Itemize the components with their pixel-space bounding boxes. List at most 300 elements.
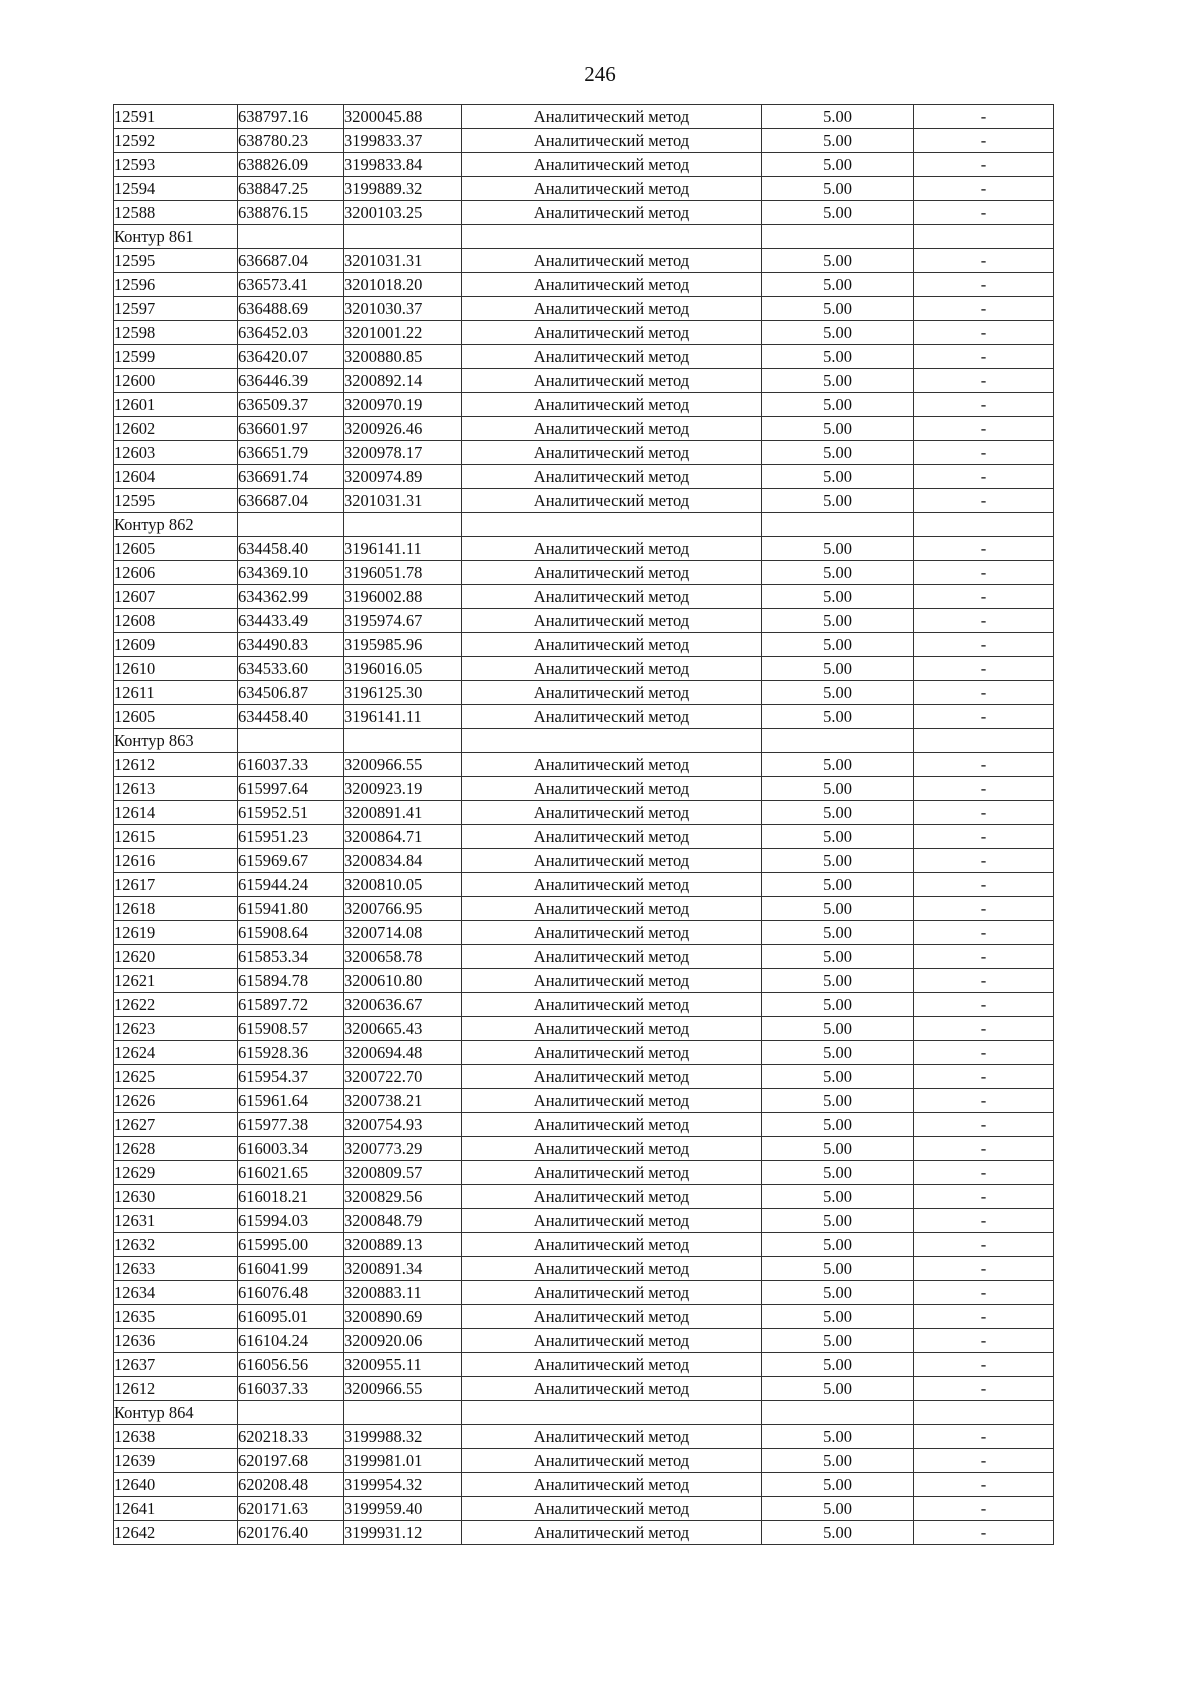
accuracy-cell: 5.00 bbox=[762, 633, 914, 657]
coord-y: 3200923.19 bbox=[344, 777, 462, 801]
note-cell: - bbox=[914, 537, 1054, 561]
coord-x: 636509.37 bbox=[238, 393, 344, 417]
point-number: 12610 bbox=[114, 657, 238, 681]
empty-cell bbox=[762, 729, 914, 753]
note-cell: - bbox=[914, 129, 1054, 153]
method-cell: Аналитический метод bbox=[462, 273, 762, 297]
coord-x: 616076.48 bbox=[238, 1281, 344, 1305]
accuracy-cell: 5.00 bbox=[762, 1473, 914, 1497]
table-row bbox=[114, 945, 1054, 969]
coord-x: 636601.97 bbox=[238, 417, 344, 441]
method-cell: Аналитический метод bbox=[462, 489, 762, 513]
accuracy-cell: 5.00 bbox=[762, 345, 914, 369]
accuracy-cell: 5.00 bbox=[762, 369, 914, 393]
table-row bbox=[114, 1425, 1054, 1449]
empty-cell bbox=[914, 513, 1054, 537]
coord-x: 634433.49 bbox=[238, 609, 344, 633]
method-cell: Аналитический метод bbox=[462, 1257, 762, 1281]
accuracy-cell: 5.00 bbox=[762, 585, 914, 609]
table-row bbox=[114, 849, 1054, 873]
coord-x: 636446.39 bbox=[238, 369, 344, 393]
accuracy-cell: 5.00 bbox=[762, 945, 914, 969]
coord-x: 636687.04 bbox=[238, 489, 344, 513]
empty-cell bbox=[762, 1401, 914, 1425]
point-number: 12641 bbox=[114, 1497, 238, 1521]
empty-cell bbox=[344, 729, 462, 753]
accuracy-cell: 5.00 bbox=[762, 1329, 914, 1353]
method-cell: Аналитический метод bbox=[462, 945, 762, 969]
accuracy-cell: 5.00 bbox=[762, 777, 914, 801]
coord-x: 636573.41 bbox=[238, 273, 344, 297]
empty-cell bbox=[914, 729, 1054, 753]
table-row bbox=[114, 897, 1054, 921]
accuracy-cell: 5.00 bbox=[762, 801, 914, 825]
coord-y: 3200714.08 bbox=[344, 921, 462, 945]
note-cell: - bbox=[914, 489, 1054, 513]
coord-y: 3196002.88 bbox=[344, 585, 462, 609]
coord-y: 3199954.32 bbox=[344, 1473, 462, 1497]
accuracy-cell: 5.00 bbox=[762, 849, 914, 873]
coord-x: 634506.87 bbox=[238, 681, 344, 705]
coord-x: 620197.68 bbox=[238, 1449, 344, 1473]
coord-y: 3201031.31 bbox=[344, 249, 462, 273]
coord-x: 638876.15 bbox=[238, 201, 344, 225]
accuracy-cell: 5.00 bbox=[762, 1161, 914, 1185]
point-number: 12608 bbox=[114, 609, 238, 633]
table-row bbox=[114, 1185, 1054, 1209]
coord-y: 3199981.01 bbox=[344, 1449, 462, 1473]
table-row bbox=[114, 1233, 1054, 1257]
table-row bbox=[114, 369, 1054, 393]
coord-y: 3200883.11 bbox=[344, 1281, 462, 1305]
coord-y: 3196016.05 bbox=[344, 657, 462, 681]
method-cell: Аналитический метод bbox=[462, 1209, 762, 1233]
table-row bbox=[114, 969, 1054, 993]
note-cell: - bbox=[914, 681, 1054, 705]
method-cell: Аналитический метод bbox=[462, 561, 762, 585]
note-cell: - bbox=[914, 1065, 1054, 1089]
point-number: 12605 bbox=[114, 705, 238, 729]
accuracy-cell: 5.00 bbox=[762, 1137, 914, 1161]
point-number: 12628 bbox=[114, 1137, 238, 1161]
empty-cell bbox=[462, 513, 762, 537]
note-cell: - bbox=[914, 1233, 1054, 1257]
coord-x: 615951.23 bbox=[238, 825, 344, 849]
coord-x: 615952.51 bbox=[238, 801, 344, 825]
accuracy-cell: 5.00 bbox=[762, 1377, 914, 1401]
point-number: 12595 bbox=[114, 249, 238, 273]
coord-y: 3200665.43 bbox=[344, 1017, 462, 1041]
accuracy-cell: 5.00 bbox=[762, 825, 914, 849]
point-number: 12633 bbox=[114, 1257, 238, 1281]
note-cell: - bbox=[914, 777, 1054, 801]
accuracy-cell: 5.00 bbox=[762, 1305, 914, 1329]
coord-y: 3200773.29 bbox=[344, 1137, 462, 1161]
method-cell: Аналитический метод bbox=[462, 1377, 762, 1401]
coord-x: 620176.40 bbox=[238, 1521, 344, 1545]
coord-y: 3195974.67 bbox=[344, 609, 462, 633]
coord-x: 615977.38 bbox=[238, 1113, 344, 1137]
coord-x: 636420.07 bbox=[238, 345, 344, 369]
note-cell: - bbox=[914, 801, 1054, 825]
coord-y: 3200920.06 bbox=[344, 1329, 462, 1353]
coord-x: 615853.34 bbox=[238, 945, 344, 969]
empty-cell bbox=[462, 729, 762, 753]
point-number: 12638 bbox=[114, 1425, 238, 1449]
method-cell: Аналитический метод bbox=[462, 537, 762, 561]
accuracy-cell: 5.00 bbox=[762, 465, 914, 489]
empty-cell bbox=[462, 225, 762, 249]
coord-y: 3200966.55 bbox=[344, 1377, 462, 1401]
table-row bbox=[114, 177, 1054, 201]
coord-y: 3200892.14 bbox=[344, 369, 462, 393]
method-cell: Аналитический метод bbox=[462, 249, 762, 273]
note-cell: - bbox=[914, 849, 1054, 873]
accuracy-cell: 5.00 bbox=[762, 705, 914, 729]
note-cell: - bbox=[914, 177, 1054, 201]
method-cell: Аналитический метод bbox=[462, 417, 762, 441]
method-cell: Аналитический метод bbox=[462, 1497, 762, 1521]
table-row bbox=[114, 585, 1054, 609]
empty-cell bbox=[344, 513, 462, 537]
coord-y: 3200636.67 bbox=[344, 993, 462, 1017]
note-cell: - bbox=[914, 417, 1054, 441]
coord-x: 620218.33 bbox=[238, 1425, 344, 1449]
coord-x: 616095.01 bbox=[238, 1305, 344, 1329]
table-row bbox=[114, 921, 1054, 945]
table-row bbox=[114, 465, 1054, 489]
table-row bbox=[114, 489, 1054, 513]
table-row bbox=[114, 801, 1054, 825]
table-row bbox=[114, 153, 1054, 177]
point-number: 12636 bbox=[114, 1329, 238, 1353]
coord-y: 3200864.71 bbox=[344, 825, 462, 849]
coord-y: 3199931.12 bbox=[344, 1521, 462, 1545]
note-cell: - bbox=[914, 921, 1054, 945]
table-row bbox=[114, 825, 1054, 849]
method-cell: Аналитический метод bbox=[462, 1353, 762, 1377]
method-cell: Аналитический метод bbox=[462, 753, 762, 777]
point-number: 12601 bbox=[114, 393, 238, 417]
point-number: 12629 bbox=[114, 1161, 238, 1185]
method-cell: Аналитический метод bbox=[462, 657, 762, 681]
table-row bbox=[114, 105, 1054, 129]
coord-y: 3200880.85 bbox=[344, 345, 462, 369]
point-number: 12625 bbox=[114, 1065, 238, 1089]
coord-x: 634533.60 bbox=[238, 657, 344, 681]
table-row bbox=[114, 1161, 1054, 1185]
point-number: 12634 bbox=[114, 1281, 238, 1305]
table-row bbox=[114, 1353, 1054, 1377]
note-cell: - bbox=[914, 585, 1054, 609]
method-cell: Аналитический метод bbox=[462, 465, 762, 489]
note-cell: - bbox=[914, 249, 1054, 273]
point-number: 12611 bbox=[114, 681, 238, 705]
coord-y: 3201001.22 bbox=[344, 321, 462, 345]
coord-x: 615944.24 bbox=[238, 873, 344, 897]
point-number: 12596 bbox=[114, 273, 238, 297]
point-number: 12592 bbox=[114, 129, 238, 153]
method-cell: Аналитический метод bbox=[462, 681, 762, 705]
note-cell: - bbox=[914, 1161, 1054, 1185]
method-cell: Аналитический метод bbox=[462, 1329, 762, 1353]
coord-x: 615897.72 bbox=[238, 993, 344, 1017]
coord-y: 3200809.57 bbox=[344, 1161, 462, 1185]
table-row bbox=[114, 777, 1054, 801]
method-cell: Аналитический метод bbox=[462, 1473, 762, 1497]
table-row bbox=[114, 441, 1054, 465]
table-row bbox=[114, 873, 1054, 897]
method-cell: Аналитический метод bbox=[462, 873, 762, 897]
accuracy-cell: 5.00 bbox=[762, 249, 914, 273]
point-number: 12624 bbox=[114, 1041, 238, 1065]
coord-y: 3196141.11 bbox=[344, 705, 462, 729]
table-row bbox=[114, 321, 1054, 345]
method-cell: Аналитический метод bbox=[462, 369, 762, 393]
accuracy-cell: 5.00 bbox=[762, 1425, 914, 1449]
table-row bbox=[114, 1329, 1054, 1353]
coord-x: 615894.78 bbox=[238, 969, 344, 993]
point-number: 12599 bbox=[114, 345, 238, 369]
coord-x: 616018.21 bbox=[238, 1185, 344, 1209]
coord-y: 3200658.78 bbox=[344, 945, 462, 969]
contour-title: Контур 863 bbox=[114, 729, 238, 753]
note-cell: - bbox=[914, 1209, 1054, 1233]
accuracy-cell: 5.00 bbox=[762, 441, 914, 465]
coord-x: 615995.00 bbox=[238, 1233, 344, 1257]
point-number: 12605 bbox=[114, 537, 238, 561]
contour-title: Контур 861 bbox=[114, 225, 238, 249]
method-cell: Аналитический метод bbox=[462, 1113, 762, 1137]
coord-y: 3196051.78 bbox=[344, 561, 462, 585]
note-cell: - bbox=[914, 873, 1054, 897]
method-cell: Аналитический метод bbox=[462, 1233, 762, 1257]
note-cell: - bbox=[914, 633, 1054, 657]
note-cell: - bbox=[914, 273, 1054, 297]
note-cell: - bbox=[914, 1521, 1054, 1545]
method-cell: Аналитический метод bbox=[462, 1041, 762, 1065]
note-cell: - bbox=[914, 465, 1054, 489]
coord-x: 638826.09 bbox=[238, 153, 344, 177]
coord-x: 616041.99 bbox=[238, 1257, 344, 1281]
empty-cell bbox=[914, 225, 1054, 249]
coord-y: 3201030.37 bbox=[344, 297, 462, 321]
note-cell: - bbox=[914, 1377, 1054, 1401]
coord-y: 3201018.20 bbox=[344, 273, 462, 297]
table-row bbox=[114, 753, 1054, 777]
coord-y: 3200970.19 bbox=[344, 393, 462, 417]
empty-cell bbox=[462, 1401, 762, 1425]
point-number: 12619 bbox=[114, 921, 238, 945]
table-row bbox=[114, 993, 1054, 1017]
coord-x: 616037.33 bbox=[238, 1377, 344, 1401]
accuracy-cell: 5.00 bbox=[762, 993, 914, 1017]
coord-x: 638797.16 bbox=[238, 105, 344, 129]
method-cell: Аналитический метод bbox=[462, 201, 762, 225]
table-row bbox=[114, 1377, 1054, 1401]
contour-header-row bbox=[114, 1401, 1054, 1425]
coord-x: 636651.79 bbox=[238, 441, 344, 465]
method-cell: Аналитический метод bbox=[462, 1281, 762, 1305]
method-cell: Аналитический метод bbox=[462, 393, 762, 417]
method-cell: Аналитический метод bbox=[462, 1137, 762, 1161]
point-number: 12612 bbox=[114, 753, 238, 777]
point-number: 12620 bbox=[114, 945, 238, 969]
table-row bbox=[114, 1521, 1054, 1545]
accuracy-cell: 5.00 bbox=[762, 681, 914, 705]
coord-y: 3200974.89 bbox=[344, 465, 462, 489]
table-row bbox=[114, 633, 1054, 657]
method-cell: Аналитический метод bbox=[462, 705, 762, 729]
coord-y: 3200045.88 bbox=[344, 105, 462, 129]
table-row bbox=[114, 1041, 1054, 1065]
accuracy-cell: 5.00 bbox=[762, 1233, 914, 1257]
table-row bbox=[114, 1257, 1054, 1281]
coord-y: 3200978.17 bbox=[344, 441, 462, 465]
method-cell: Аналитический метод bbox=[462, 297, 762, 321]
accuracy-cell: 5.00 bbox=[762, 129, 914, 153]
table-row bbox=[114, 705, 1054, 729]
coord-x: 636452.03 bbox=[238, 321, 344, 345]
accuracy-cell: 5.00 bbox=[762, 1257, 914, 1281]
note-cell: - bbox=[914, 705, 1054, 729]
coordinates-table bbox=[113, 104, 1054, 1545]
note-cell: - bbox=[914, 969, 1054, 993]
note-cell: - bbox=[914, 1281, 1054, 1305]
coord-y: 3199889.32 bbox=[344, 177, 462, 201]
coord-x: 616003.34 bbox=[238, 1137, 344, 1161]
method-cell: Аналитический метод bbox=[462, 801, 762, 825]
table-row bbox=[114, 1065, 1054, 1089]
table-row bbox=[114, 1449, 1054, 1473]
coord-y: 3200722.70 bbox=[344, 1065, 462, 1089]
method-cell: Аналитический метод bbox=[462, 969, 762, 993]
note-cell: - bbox=[914, 609, 1054, 633]
table-row bbox=[114, 1137, 1054, 1161]
page-number: 246 bbox=[584, 62, 616, 86]
table-row bbox=[114, 1305, 1054, 1329]
accuracy-cell: 5.00 bbox=[762, 897, 914, 921]
coord-x: 634458.40 bbox=[238, 537, 344, 561]
point-number: 12622 bbox=[114, 993, 238, 1017]
note-cell: - bbox=[914, 1329, 1054, 1353]
empty-cell bbox=[238, 513, 344, 537]
coord-x: 636488.69 bbox=[238, 297, 344, 321]
note-cell: - bbox=[914, 1353, 1054, 1377]
method-cell: Аналитический метод bbox=[462, 609, 762, 633]
note-cell: - bbox=[914, 1017, 1054, 1041]
table-row bbox=[114, 1209, 1054, 1233]
table-row bbox=[114, 1281, 1054, 1305]
coord-x: 615994.03 bbox=[238, 1209, 344, 1233]
empty-cell bbox=[914, 1401, 1054, 1425]
coord-x: 616037.33 bbox=[238, 753, 344, 777]
point-number: 12631 bbox=[114, 1209, 238, 1233]
coord-x: 616021.65 bbox=[238, 1161, 344, 1185]
point-number: 12635 bbox=[114, 1305, 238, 1329]
note-cell: - bbox=[914, 369, 1054, 393]
accuracy-cell: 5.00 bbox=[762, 321, 914, 345]
coord-y: 3200810.05 bbox=[344, 873, 462, 897]
point-number: 12637 bbox=[114, 1353, 238, 1377]
point-number: 12616 bbox=[114, 849, 238, 873]
coord-x: 634369.10 bbox=[238, 561, 344, 585]
coord-x: 636687.04 bbox=[238, 249, 344, 273]
coord-y: 3200891.34 bbox=[344, 1257, 462, 1281]
table-row bbox=[114, 657, 1054, 681]
note-cell: - bbox=[914, 561, 1054, 585]
note-cell: - bbox=[914, 1497, 1054, 1521]
coord-y: 3200889.13 bbox=[344, 1233, 462, 1257]
method-cell: Аналитический метод bbox=[462, 1449, 762, 1473]
table-row bbox=[114, 681, 1054, 705]
method-cell: Аналитический метод bbox=[462, 849, 762, 873]
coord-x: 615908.64 bbox=[238, 921, 344, 945]
point-number: 12632 bbox=[114, 1233, 238, 1257]
accuracy-cell: 5.00 bbox=[762, 1209, 914, 1233]
accuracy-cell: 5.00 bbox=[762, 105, 914, 129]
point-number: 12600 bbox=[114, 369, 238, 393]
contour-header-row bbox=[114, 729, 1054, 753]
point-number: 12612 bbox=[114, 1377, 238, 1401]
point-number: 12595 bbox=[114, 489, 238, 513]
method-cell: Аналитический метод bbox=[462, 1017, 762, 1041]
empty-cell bbox=[238, 729, 344, 753]
point-number: 12606 bbox=[114, 561, 238, 585]
coord-y: 3200103.25 bbox=[344, 201, 462, 225]
point-number: 12640 bbox=[114, 1473, 238, 1497]
accuracy-cell: 5.00 bbox=[762, 417, 914, 441]
accuracy-cell: 5.00 bbox=[762, 753, 914, 777]
coord-y: 3199959.40 bbox=[344, 1497, 462, 1521]
table-row bbox=[114, 417, 1054, 441]
accuracy-cell: 5.00 bbox=[762, 1017, 914, 1041]
table-row bbox=[114, 1017, 1054, 1041]
coord-y: 3201031.31 bbox=[344, 489, 462, 513]
coord-y: 3200738.21 bbox=[344, 1089, 462, 1113]
point-number: 12597 bbox=[114, 297, 238, 321]
method-cell: Аналитический метод bbox=[462, 993, 762, 1017]
note-cell: - bbox=[914, 753, 1054, 777]
table-row bbox=[114, 273, 1054, 297]
point-number: 12617 bbox=[114, 873, 238, 897]
table-row bbox=[114, 297, 1054, 321]
note-cell: - bbox=[914, 345, 1054, 369]
coord-y: 3200955.11 bbox=[344, 1353, 462, 1377]
coord-y: 3199833.37 bbox=[344, 129, 462, 153]
contour-title: Контур 862 bbox=[114, 513, 238, 537]
coord-x: 616056.56 bbox=[238, 1353, 344, 1377]
table-row bbox=[114, 201, 1054, 225]
coord-y: 3200694.48 bbox=[344, 1041, 462, 1065]
accuracy-cell: 5.00 bbox=[762, 297, 914, 321]
coord-x: 634362.99 bbox=[238, 585, 344, 609]
accuracy-cell: 5.00 bbox=[762, 1065, 914, 1089]
coord-y: 3199988.32 bbox=[344, 1425, 462, 1449]
accuracy-cell: 5.00 bbox=[762, 153, 914, 177]
empty-cell bbox=[238, 1401, 344, 1425]
accuracy-cell: 5.00 bbox=[762, 873, 914, 897]
contour-header-row bbox=[114, 513, 1054, 537]
coord-x: 616104.24 bbox=[238, 1329, 344, 1353]
method-cell: Аналитический метод bbox=[462, 1089, 762, 1113]
accuracy-cell: 5.00 bbox=[762, 561, 914, 585]
accuracy-cell: 5.00 bbox=[762, 1281, 914, 1305]
accuracy-cell: 5.00 bbox=[762, 1113, 914, 1137]
accuracy-cell: 5.00 bbox=[762, 921, 914, 945]
table-row bbox=[114, 1113, 1054, 1137]
empty-cell bbox=[344, 225, 462, 249]
